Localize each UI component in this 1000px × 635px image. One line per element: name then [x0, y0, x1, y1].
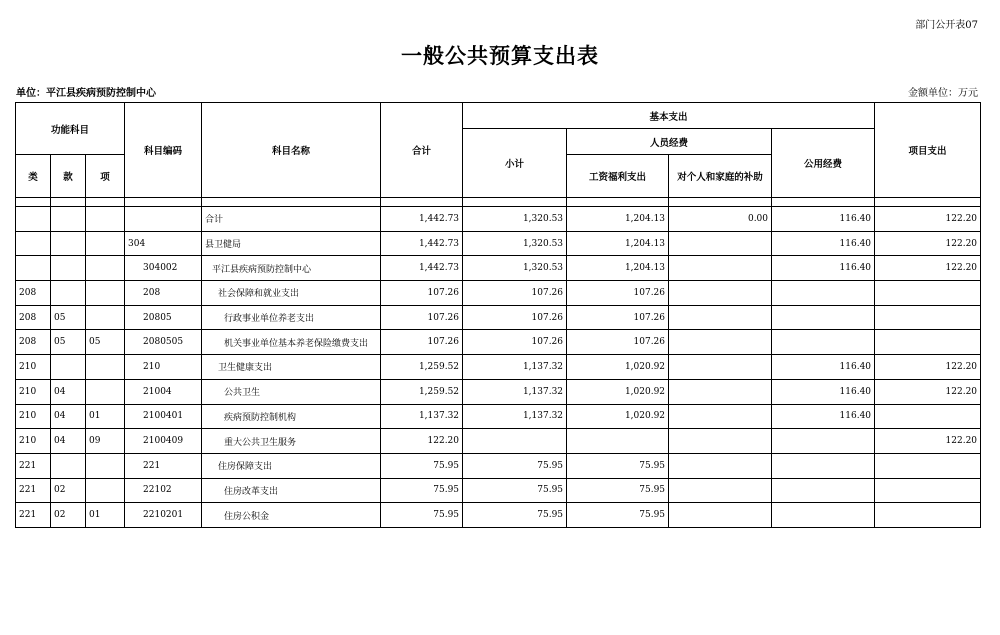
cell-lei: 210: [16, 379, 51, 404]
cell-kuan: [51, 453, 86, 478]
cell-project: [875, 305, 981, 330]
cell-subtotal: 1,137.32: [463, 355, 567, 380]
amount-unit-label: 金额单位：万元: [908, 88, 978, 99]
cell-name: 住房公积金: [202, 503, 381, 528]
header-project-expenditure: 项目支出: [875, 103, 981, 198]
cell-total: 75.95: [381, 453, 463, 478]
header-code: 科目编码: [125, 103, 202, 198]
cell-project: [875, 281, 981, 306]
cell-kuan: 02: [51, 478, 86, 503]
header-name: 科目名称: [202, 103, 381, 198]
cell-project: 122.20: [875, 355, 981, 380]
cell-subtotal: 107.26: [463, 330, 567, 355]
cell-lei: [16, 231, 51, 256]
cell-total: 1,442.73: [381, 256, 463, 281]
table-row: [16, 330, 981, 355]
cell-code: 2080505: [125, 330, 202, 355]
table-row: [16, 305, 981, 330]
cell-subtotal: 75.95: [463, 503, 567, 528]
cell-public: [772, 281, 875, 306]
table-row: [16, 453, 981, 478]
cell-subtotal: 107.26: [463, 305, 567, 330]
header-wage-welfare: 工资福利支出: [567, 155, 669, 198]
cell-subtotal: 1,137.32: [463, 379, 567, 404]
header-kuan: 款: [51, 155, 86, 198]
cell-total: 1,442.73: [381, 207, 463, 232]
cell-wage: 1,204.13: [567, 207, 669, 232]
cell-subtotal: 1,320.53: [463, 231, 567, 256]
table-row: [16, 404, 981, 429]
table-row: [16, 379, 981, 404]
cell-wage: 107.26: [567, 330, 669, 355]
cell-code: 20805: [125, 305, 202, 330]
cell-subtotal: 1,137.32: [463, 404, 567, 429]
cell-wage: 1,020.92: [567, 379, 669, 404]
cell-kuan: [51, 281, 86, 306]
cell-xiang: [86, 379, 125, 404]
cell-xiang: 05: [86, 330, 125, 355]
table-row: [16, 207, 981, 232]
cell-subsidy: [669, 231, 772, 256]
cell-name: 社会保障和就业支出: [202, 281, 381, 306]
cell-subsidy: [669, 256, 772, 281]
cell-xiang: 01: [86, 404, 125, 429]
cell-subsidy: [669, 305, 772, 330]
cell-code: 304002: [125, 256, 202, 281]
cell-total: 75.95: [381, 503, 463, 528]
cell-subsidy: [669, 404, 772, 429]
cell-public: [772, 305, 875, 330]
cell-name: 疾病预防控制机构: [202, 404, 381, 429]
cell-xiang: [86, 256, 125, 281]
cell-total: 1,259.52: [381, 355, 463, 380]
cell-xiang: 09: [86, 429, 125, 454]
cell-subsidy: [669, 453, 772, 478]
header-func-subject: 功能科目: [16, 103, 125, 155]
header-xiang: 项: [86, 155, 125, 198]
cell-subtotal: 107.26: [463, 281, 567, 306]
table-row: [16, 231, 981, 256]
cell-kuan: 04: [51, 379, 86, 404]
table-row: [16, 281, 981, 306]
table-row: [16, 355, 981, 380]
cell-public: [772, 453, 875, 478]
cell-lei: 208: [16, 330, 51, 355]
cell-public: [772, 429, 875, 454]
cell-name: 公共卫生: [202, 379, 381, 404]
table-row: [16, 256, 981, 281]
cell-kuan: [51, 256, 86, 281]
cell-code: 221: [125, 453, 202, 478]
cell-wage: [567, 429, 669, 454]
cell-name: 住房保障支出: [202, 453, 381, 478]
table-row: [16, 503, 981, 528]
table-row: [16, 429, 981, 454]
cell-wage: 75.95: [567, 503, 669, 528]
cell-total: 1,137.32: [381, 404, 463, 429]
cell-wage: 75.95: [567, 453, 669, 478]
cell-code: 2210201: [125, 503, 202, 528]
cell-total: 75.95: [381, 478, 463, 503]
cell-subsidy: [669, 379, 772, 404]
cell-total: 107.26: [381, 330, 463, 355]
table-body: [16, 207, 981, 528]
cell-project: [875, 330, 981, 355]
cell-total: 1,442.73: [381, 231, 463, 256]
cell-kuan: 05: [51, 330, 86, 355]
cell-kuan: 04: [51, 404, 86, 429]
cell-subsidy: 0.00: [669, 207, 772, 232]
unit-label: 单位：平江县疾病预防控制中心: [16, 88, 156, 99]
cell-code: 304: [125, 231, 202, 256]
header-public-funds: 公用经费: [772, 129, 875, 198]
cell-project: 122.20: [875, 429, 981, 454]
cell-subtotal: [463, 429, 567, 454]
cell-public: 116.40: [772, 355, 875, 380]
cell-code: 208: [125, 281, 202, 306]
cell-lei: 221: [16, 478, 51, 503]
cell-wage: 1,204.13: [567, 256, 669, 281]
cell-public: 116.40: [772, 256, 875, 281]
cell-name: 县卫健局: [202, 231, 381, 256]
cell-name: 合计: [202, 207, 381, 232]
cell-kuan: [51, 207, 86, 232]
cell-subtotal: 75.95: [463, 453, 567, 478]
cell-lei: 208: [16, 305, 51, 330]
table-number: 部门公开表07: [915, 20, 978, 31]
cell-xiang: 01: [86, 503, 125, 528]
cell-name: 平江县疾病预防控制中心: [202, 256, 381, 281]
cell-subsidy: [669, 478, 772, 503]
cell-lei: 208: [16, 281, 51, 306]
cell-subsidy: [669, 355, 772, 380]
cell-code: 2100401: [125, 404, 202, 429]
cell-subtotal: 1,320.53: [463, 256, 567, 281]
cell-code: 21004: [125, 379, 202, 404]
cell-public: [772, 478, 875, 503]
header-spacer-row: [16, 198, 981, 207]
cell-public: 116.40: [772, 207, 875, 232]
cell-project: [875, 453, 981, 478]
cell-name: 卫生健康支出: [202, 355, 381, 380]
cell-xiang: [86, 355, 125, 380]
cell-name: 行政事业单位养老支出: [202, 305, 381, 330]
cell-wage: 75.95: [567, 478, 669, 503]
cell-xiang: [86, 281, 125, 306]
cell-project: [875, 503, 981, 528]
cell-xiang: [86, 231, 125, 256]
cell-project: 122.20: [875, 379, 981, 404]
cell-total: 1,259.52: [381, 379, 463, 404]
cell-total: 107.26: [381, 281, 463, 306]
cell-public: [772, 503, 875, 528]
cell-public: 116.40: [772, 231, 875, 256]
cell-subsidy: [669, 281, 772, 306]
cell-kuan: [51, 231, 86, 256]
cell-subsidy: [669, 330, 772, 355]
header-personal-subsidy: 对个人和家庭的补助: [669, 155, 772, 198]
cell-subsidy: [669, 429, 772, 454]
cell-code: 22102: [125, 478, 202, 503]
cell-lei: 221: [16, 453, 51, 478]
cell-kuan: 05: [51, 305, 86, 330]
header-subtotal: 小计: [463, 129, 567, 198]
header-basic-expenditure: 基本支出: [463, 103, 875, 129]
cell-project: 122.20: [875, 256, 981, 281]
cell-xiang: [86, 207, 125, 232]
cell-code: 2100409: [125, 429, 202, 454]
header-lei: 类: [16, 155, 51, 198]
cell-xiang: [86, 478, 125, 503]
cell-lei: 210: [16, 404, 51, 429]
cell-code: 210: [125, 355, 202, 380]
cell-wage: 1,020.92: [567, 404, 669, 429]
cell-subtotal: 75.95: [463, 478, 567, 503]
header-total: 合计: [381, 103, 463, 198]
budget-expenditure-table: [15, 102, 981, 528]
cell-public: [772, 330, 875, 355]
cell-wage: 1,020.92: [567, 355, 669, 380]
cell-public: 116.40: [772, 404, 875, 429]
page-title: 一般公共预算支出表: [401, 44, 599, 68]
cell-lei: [16, 256, 51, 281]
cell-total: 107.26: [381, 305, 463, 330]
cell-wage: 1,204.13: [567, 231, 669, 256]
cell-project: [875, 404, 981, 429]
cell-lei: 210: [16, 429, 51, 454]
cell-kuan: 04: [51, 429, 86, 454]
cell-public: 116.40: [772, 379, 875, 404]
header-personnel: 人员经费: [567, 129, 772, 155]
cell-total: 122.20: [381, 429, 463, 454]
cell-wage: 107.26: [567, 305, 669, 330]
cell-name: 重大公共卫生服务: [202, 429, 381, 454]
cell-project: 122.20: [875, 231, 981, 256]
cell-kuan: 02: [51, 503, 86, 528]
cell-lei: [16, 207, 51, 232]
cell-lei: 221: [16, 503, 51, 528]
cell-kuan: [51, 355, 86, 380]
cell-name: 机关事业单位基本养老保险缴费支出: [202, 330, 381, 355]
cell-code: [125, 207, 202, 232]
cell-name: 住房改革支出: [202, 478, 381, 503]
cell-xiang: [86, 453, 125, 478]
cell-lei: 210: [16, 355, 51, 380]
cell-xiang: [86, 305, 125, 330]
cell-subsidy: [669, 503, 772, 528]
cell-project: 122.20: [875, 207, 981, 232]
table-row: [16, 478, 981, 503]
cell-wage: 107.26: [567, 281, 669, 306]
cell-project: [875, 478, 981, 503]
cell-subtotal: 1,320.53: [463, 207, 567, 232]
